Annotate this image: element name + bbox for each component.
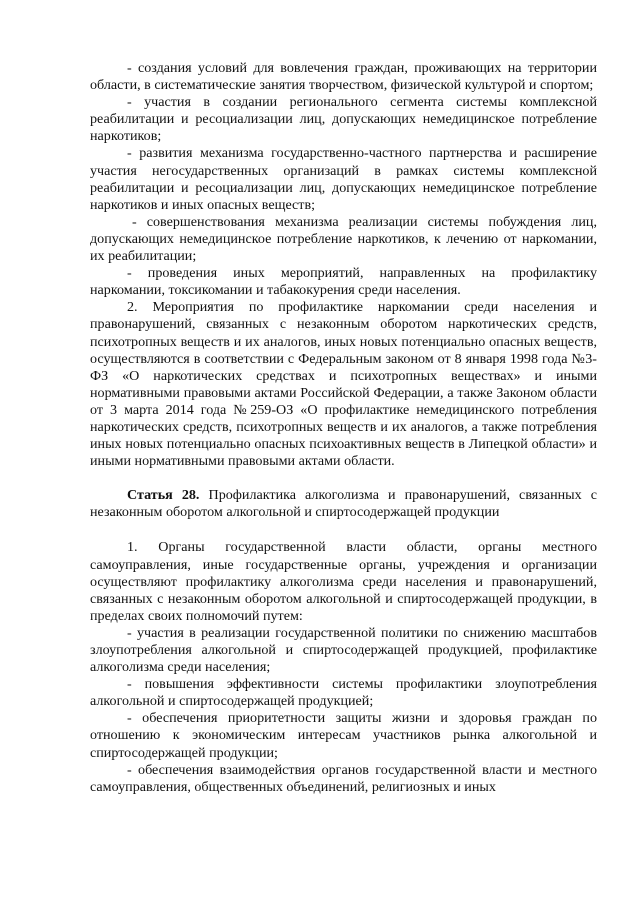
paragraph: - участия в создании регионального сегмента системы комплексной реабилитации и ресоциализации лиц, допускающих немедицинское потребление наркотиков;	[90, 94, 597, 145]
paragraph: - участия в реализации государственной политики по снижению масштабов злоупотребления алкогольной и спиртосодержащей продукцией, профилактике алкоголизма среди населения;	[90, 624, 597, 676]
paragraph: - создания условий для вовлечения граждан, проживающих на территории области, в систематические занятия творчеством, физической культурой и спортом;	[90, 60, 597, 94]
paragraph: - обеспечения взаимодействия органов государственной власти и местного самоуправления, общественных объединений, религиозных и иных	[90, 761, 597, 795]
spacer	[90, 470, 597, 487]
paragraph: 2. Мероприятия по профилактике наркомании среди населения и правонарушений, связанных с незаконным оборотом наркотических средств, психотропных веществ и их аналогов, иных новых потенциально опасных веществ, осуществляются в соответствии с Федеральным законом от 8 января 1998 года №3-ФЗ «О наркотических средствах и психотропных веществах» и иными нормативными правовыми актами Российской Федерации, а также Законом области от 3 марта 2014 года №259-ОЗ «О профилактике немедицинского потребления наркотических средств, психотропных веществ и их аналогов, а также потребления иных новых потенциально опасных психоактивных веществ в Липецкой области» и иными нормативными правовыми актами области.	[90, 299, 597, 470]
paragraph: - совершенствования механизма реализации системы побуждения лиц, допускающих немедицинское потребление наркотиков, к лечению от наркомании, их реабилитации;	[90, 213, 597, 265]
article-number: Статья 28.	[127, 487, 200, 504]
article-heading	[90, 487, 597, 521]
paragraph: - проведения иных мероприятий, направленных на профилактику наркомании, токсикомании и табакокурения среди населения.	[90, 265, 597, 299]
paragraph: - развития механизма государственно-частного партнерства и расширение участия негосударственных организаций в рамках системы комплексной реабилитации и ресоциализации лиц, допускающих немедицинское потребление наркотиков и иных опасных веществ;	[90, 145, 597, 213]
paragraph: - обеспечения приоритетности защиты жизни и здоровья граждан по отношению к экономическим интересам участников рынка алкогольной и спиртосодержащей продукции;	[90, 710, 597, 761]
paragraph: - повышения эффективности системы профилактики злоупотребления алкогольной и спиртосодержащей продукцией;	[90, 676, 597, 710]
article-title: Профилактика алкоголизма и правонарушений, связанных с незаконным оборотом алкогольной и спиртосодержащей продукции	[90, 487, 597, 521]
document-page	[90, 60, 597, 796]
paragraph: 1. Органы государственной власти области, органы местного самоуправления, иные государственные органы, учреждения и организации осуществляют профилактику алкоголизма среди населения и правонарушений, связанных с незаконным оборотом алкогольной и спиртосодержащей продукции, в пределах своих полномочий путем:	[90, 539, 597, 624]
spacer	[90, 521, 597, 539]
